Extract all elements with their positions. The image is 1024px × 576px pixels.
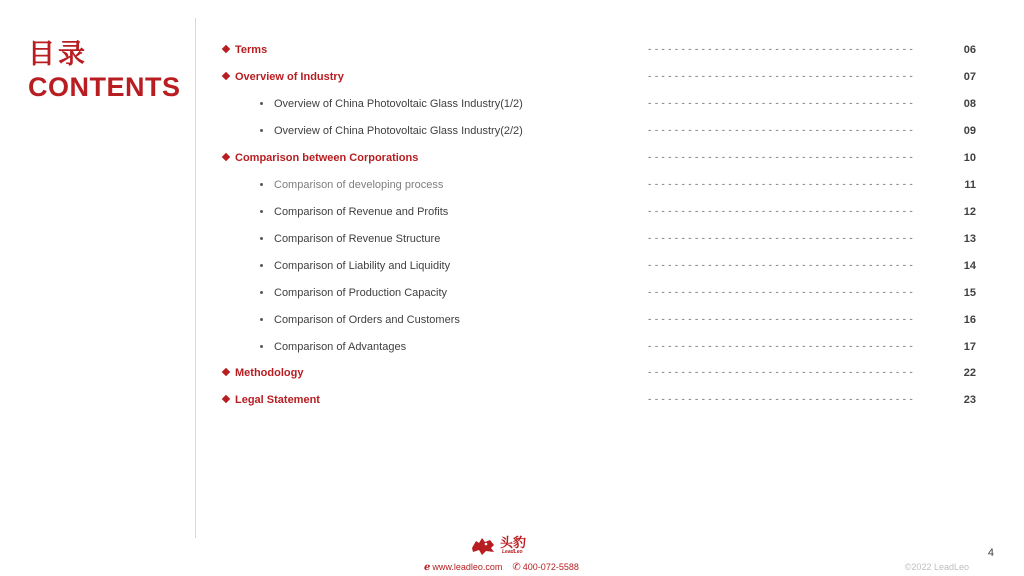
toc-section[interactable] <box>0 390 1024 410</box>
toc-subsection[interactable] <box>0 121 1024 141</box>
dotted-leader: ---------------------------------------- <box>647 395 916 405</box>
toc-section[interactable] <box>0 40 1024 60</box>
dotted-leader: ---------------------------------------- <box>647 207 916 217</box>
toc-subsection[interactable] <box>0 337 1024 357</box>
dotted-leader: ---------------------------------------- <box>647 153 916 163</box>
toc-subsection[interactable] <box>0 229 1024 249</box>
logo-chinese-text: 头豹 <box>500 535 527 550</box>
toc-page-number: 07 <box>963 71 976 83</box>
toc-label: Overview of Industry <box>235 71 344 83</box>
toc-label: Comparison of Production Capacity <box>274 287 448 299</box>
toc-subsection[interactable] <box>0 256 1024 276</box>
dotted-leader: ---------------------------------------- <box>647 180 916 190</box>
toc-label: Terms <box>235 44 268 56</box>
toc-page-number: 23 <box>963 394 976 406</box>
diamond-bullet-icon <box>222 395 230 403</box>
footer <box>0 530 1024 576</box>
toc-page-number: 13 <box>963 233 976 245</box>
copyright: ©2022 LeadLeo <box>904 562 969 572</box>
toc-page-number: 09 <box>963 125 976 137</box>
dotted-leader: ---------------------------------------- <box>647 315 916 325</box>
website-link[interactable]: www.leadleo.com <box>432 562 503 572</box>
diamond-bullet-icon <box>222 72 230 80</box>
toc-label: Comparison of Liability and Liquidity <box>274 260 451 272</box>
toc-subsection[interactable] <box>0 202 1024 222</box>
toc-page-number: 12 <box>963 206 976 218</box>
toc-page-number: 15 <box>963 287 976 299</box>
toc-label: Comparison of developing process <box>274 179 444 191</box>
dotted-leader: ---------------------------------------- <box>647 99 916 109</box>
title-english: CONTENTS <box>28 72 181 102</box>
slide-number: 4 <box>987 547 994 559</box>
toc-page-number: 10 <box>963 152 976 164</box>
dotted-leader: ---------------------------------------- <box>647 261 916 271</box>
phone-icon: ✆ <box>512 562 521 573</box>
diamond-bullet-icon <box>222 45 230 53</box>
dotted-leader: ---------------------------------------- <box>647 342 916 352</box>
contact-info <box>424 560 579 575</box>
toc-page-number: 06 <box>963 44 976 56</box>
dot-bullet-icon <box>260 210 263 213</box>
toc-page-number: 22 <box>963 367 976 379</box>
dotted-leader: ---------------------------------------- <box>647 234 916 244</box>
dot-bullet-icon <box>260 183 263 186</box>
toc-label: Legal Statement <box>235 394 320 406</box>
dotted-leader: ---------------------------------------- <box>647 368 916 378</box>
toc-label: Comparison between Corporations <box>235 152 419 164</box>
toc-page-number: 16 <box>963 314 976 326</box>
toc-label: Methodology <box>235 367 304 379</box>
toc-label: Comparison of Revenue and Profits <box>274 206 449 218</box>
toc-page-number: 17 <box>963 341 976 353</box>
toc-label: Comparison of Advantages <box>274 341 407 353</box>
diamond-bullet-icon <box>222 368 230 376</box>
toc-label: Comparison of Orders and Customers <box>274 314 460 326</box>
toc-section[interactable] <box>0 363 1024 383</box>
dotted-leader: ---------------------------------------- <box>647 72 916 82</box>
toc-section[interactable] <box>0 148 1024 168</box>
toc-page-number: 08 <box>963 98 976 110</box>
dot-bullet-icon <box>260 264 263 267</box>
leadleo-logo <box>470 536 540 558</box>
dotted-leader: ---------------------------------------- <box>647 126 916 136</box>
toc-label: Overview of China Photovoltaic Glass Industry(1/2) <box>274 98 523 110</box>
dotted-leader: ---------------------------------------- <box>647 288 916 298</box>
dot-bullet-icon <box>260 237 263 240</box>
dot-bullet-icon <box>260 345 263 348</box>
dot-bullet-icon <box>260 291 263 294</box>
phone-number: 400-072-5588 <box>522 562 579 572</box>
toc-subsection[interactable] <box>0 310 1024 330</box>
toc-section[interactable] <box>0 67 1024 87</box>
toc-label: Overview of China Photovoltaic Glass Industry(2/2) <box>274 125 523 137</box>
dot-bullet-icon <box>260 318 263 321</box>
diamond-bullet-icon <box>222 153 230 161</box>
web-icon: ℯ <box>424 562 431 573</box>
leopard-head-icon <box>470 536 496 556</box>
toc-subsection[interactable] <box>0 283 1024 303</box>
toc-page-number: 11 <box>964 179 976 191</box>
toc-subsection[interactable] <box>0 94 1024 114</box>
toc-label: Comparison of Revenue Structure <box>274 233 441 245</box>
toc-subsection[interactable] <box>0 175 1024 195</box>
dot-bullet-icon <box>260 102 263 105</box>
toc-page-number: 14 <box>963 260 976 272</box>
dot-bullet-icon <box>260 129 263 132</box>
logo-english-text: LeadLeo <box>502 549 523 555</box>
dotted-leader: ---------------------------------------- <box>647 45 916 55</box>
title-chinese: 目录 <box>28 39 88 69</box>
